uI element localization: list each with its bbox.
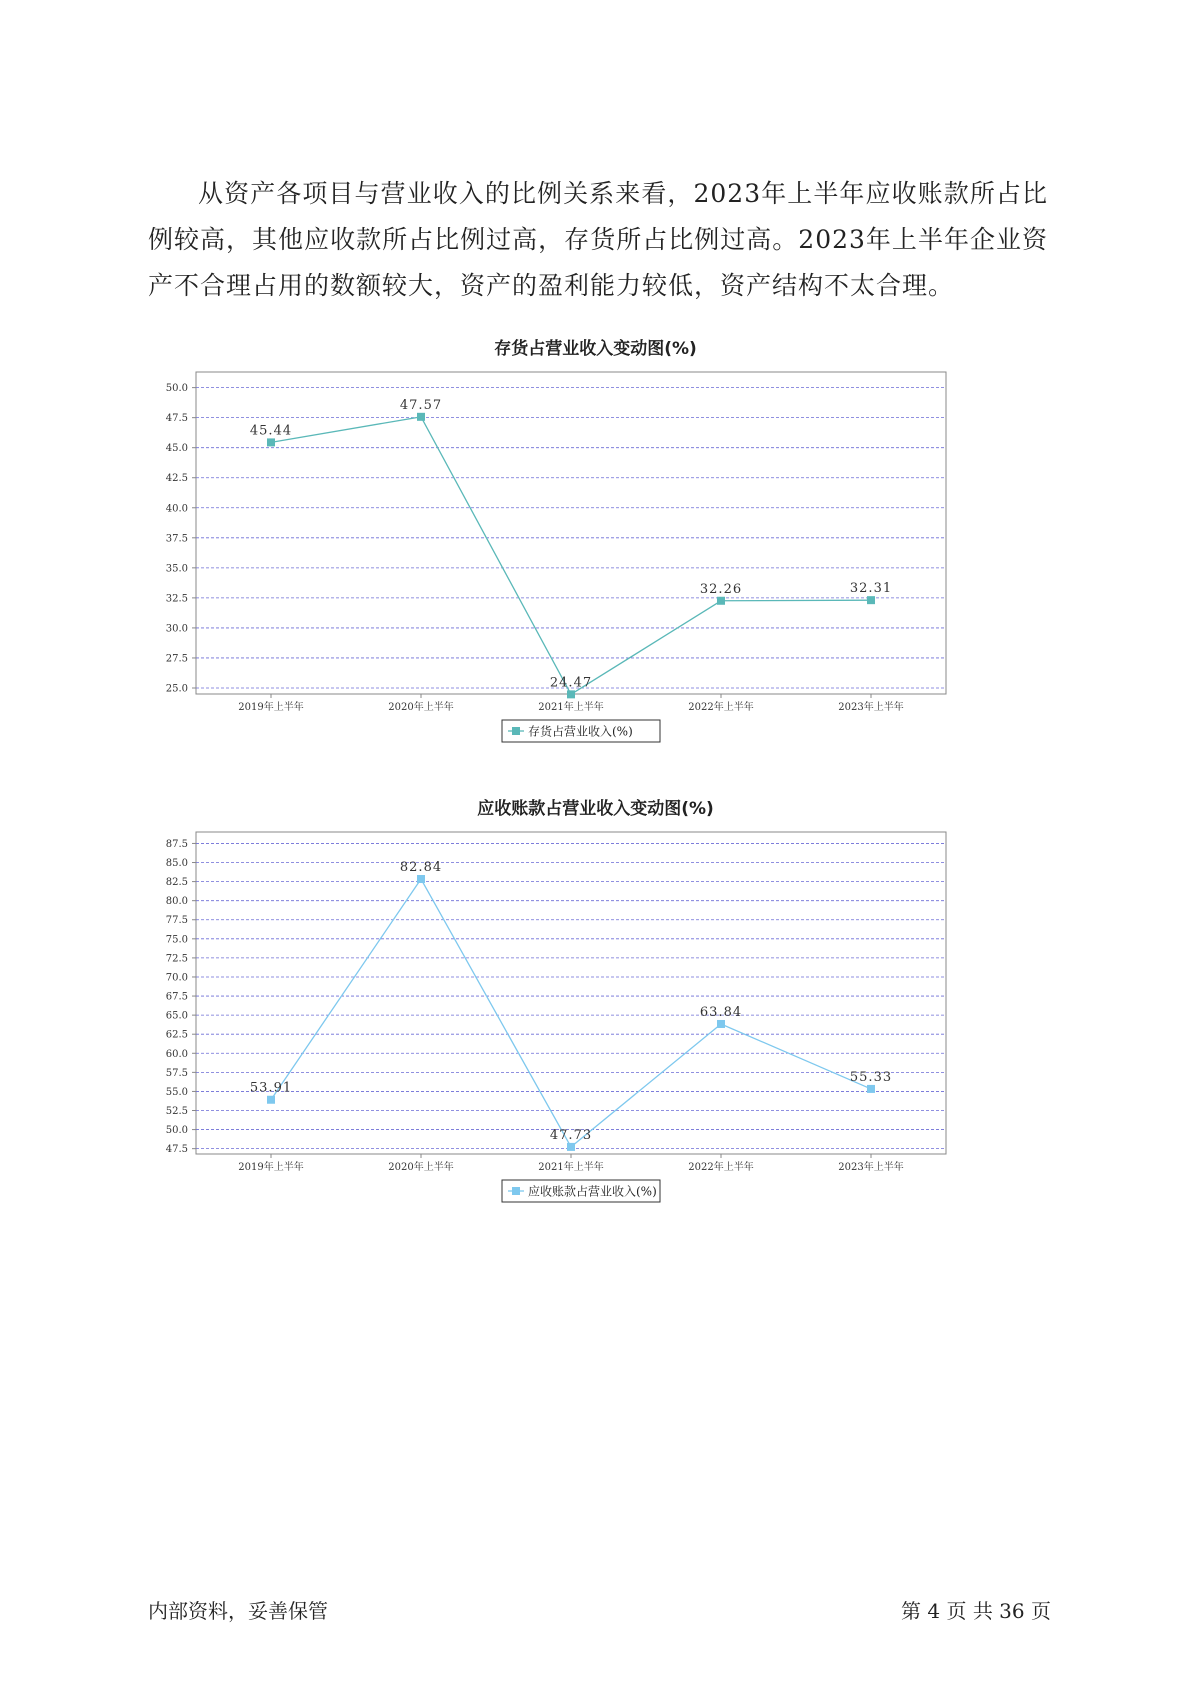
y-tick-label: 82.5	[165, 877, 188, 889]
data-point	[567, 690, 575, 698]
y-tick-label: 47.5	[165, 413, 188, 425]
y-tick-label: 65.0	[165, 1010, 188, 1022]
y-tick-label: 35.0	[165, 563, 188, 575]
y-tick-label: 37.5	[165, 533, 188, 545]
data-point	[717, 597, 725, 605]
footer-confidential-note: 内部资料，妥善保管	[148, 1599, 328, 1623]
x-tick-label: 2020年上半年	[388, 1162, 454, 1173]
y-tick-label: 30.0	[165, 623, 188, 635]
data-label: 32.26	[699, 581, 743, 597]
plot-area	[196, 832, 946, 1154]
y-tick-label: 85.0	[165, 858, 188, 870]
y-tick-label: 77.5	[165, 915, 188, 927]
y-tick-label: 60.0	[165, 1048, 188, 1060]
y-tick-label: 50.0	[165, 1125, 188, 1137]
data-label: 82.84	[399, 860, 443, 876]
data-point	[417, 875, 425, 883]
y-tick-label: 70.0	[165, 972, 188, 984]
y-tick-label: 42.5	[165, 473, 188, 485]
x-tick-label: 2022年上半年	[688, 1162, 754, 1173]
chart-title-receivables: 应收账款占营业收入变动图(%)	[477, 799, 714, 819]
x-tick-label: 2019年上半年	[238, 1162, 304, 1173]
receivables-ratio-line-chart	[0, 820, 1191, 1220]
footer-page-number: 第 4 页 共 36 页	[901, 1599, 1051, 1623]
data-label: 53.91	[249, 1080, 293, 1096]
legend-marker	[512, 1187, 520, 1195]
x-tick-label: 2023年上半年	[838, 702, 904, 713]
x-tick-label: 2021年上半年	[538, 1162, 604, 1173]
x-tick-label: 2023年上半年	[838, 1162, 904, 1173]
y-tick-label: 87.5	[165, 838, 188, 850]
y-tick-label: 80.0	[165, 896, 188, 908]
legend-label: 应收账款占营业收入(%)	[528, 1184, 657, 1199]
data-point	[867, 1085, 875, 1093]
y-tick-label: 62.5	[165, 1029, 188, 1041]
y-tick-label: 45.0	[165, 443, 188, 455]
y-tick-label: 47.5	[165, 1144, 188, 1156]
body-paragraph: 从资产各项目与营业收入的比例关系来看，2023年上半年应收账款所占比例较高，其他应收款所占比例过高，存货所占比例过高。2023年上半年企业资产不合理占用的数额较大，资产的盈利能力较低，资产结构不太合理。	[148, 179, 1048, 300]
y-tick-label: 75.0	[165, 934, 188, 946]
data-point	[567, 1143, 575, 1151]
data-point	[267, 438, 275, 446]
data-label: 24.47	[549, 675, 593, 691]
chart-title-inventory: 存货占营业收入变动图(%)	[494, 339, 697, 359]
data-label: 32.31	[849, 581, 893, 597]
x-tick-label: 2020年上半年	[388, 702, 454, 713]
plot-area	[196, 372, 946, 694]
data-point	[867, 596, 875, 604]
x-tick-label: 2021年上半年	[538, 702, 604, 713]
y-tick-label: 25.0	[165, 683, 188, 695]
x-tick-label: 2022年上半年	[688, 702, 754, 713]
y-tick-label: 72.5	[165, 953, 188, 965]
data-label: 47.73	[549, 1127, 593, 1143]
data-label: 63.84	[699, 1004, 743, 1020]
data-label: 47.57	[399, 397, 443, 413]
data-point	[267, 1096, 275, 1104]
y-tick-label: 55.0	[165, 1086, 188, 1098]
y-tick-label: 52.5	[165, 1106, 188, 1118]
y-tick-label: 67.5	[165, 991, 188, 1003]
x-tick-label: 2019年上半年	[238, 702, 304, 713]
y-tick-label: 40.0	[165, 503, 188, 515]
y-tick-label: 32.5	[165, 593, 188, 605]
legend-label: 存货占营业收入(%)	[528, 724, 633, 739]
inventory-ratio-line-chart	[0, 360, 1191, 760]
data-label: 45.44	[249, 423, 293, 439]
legend-marker	[512, 727, 520, 735]
y-tick-label: 50.0	[165, 383, 188, 395]
data-point	[717, 1020, 725, 1028]
data-label: 55.33	[849, 1069, 893, 1085]
y-tick-label: 27.5	[165, 653, 188, 665]
y-tick-label: 57.5	[165, 1067, 188, 1079]
data-point	[417, 413, 425, 421]
